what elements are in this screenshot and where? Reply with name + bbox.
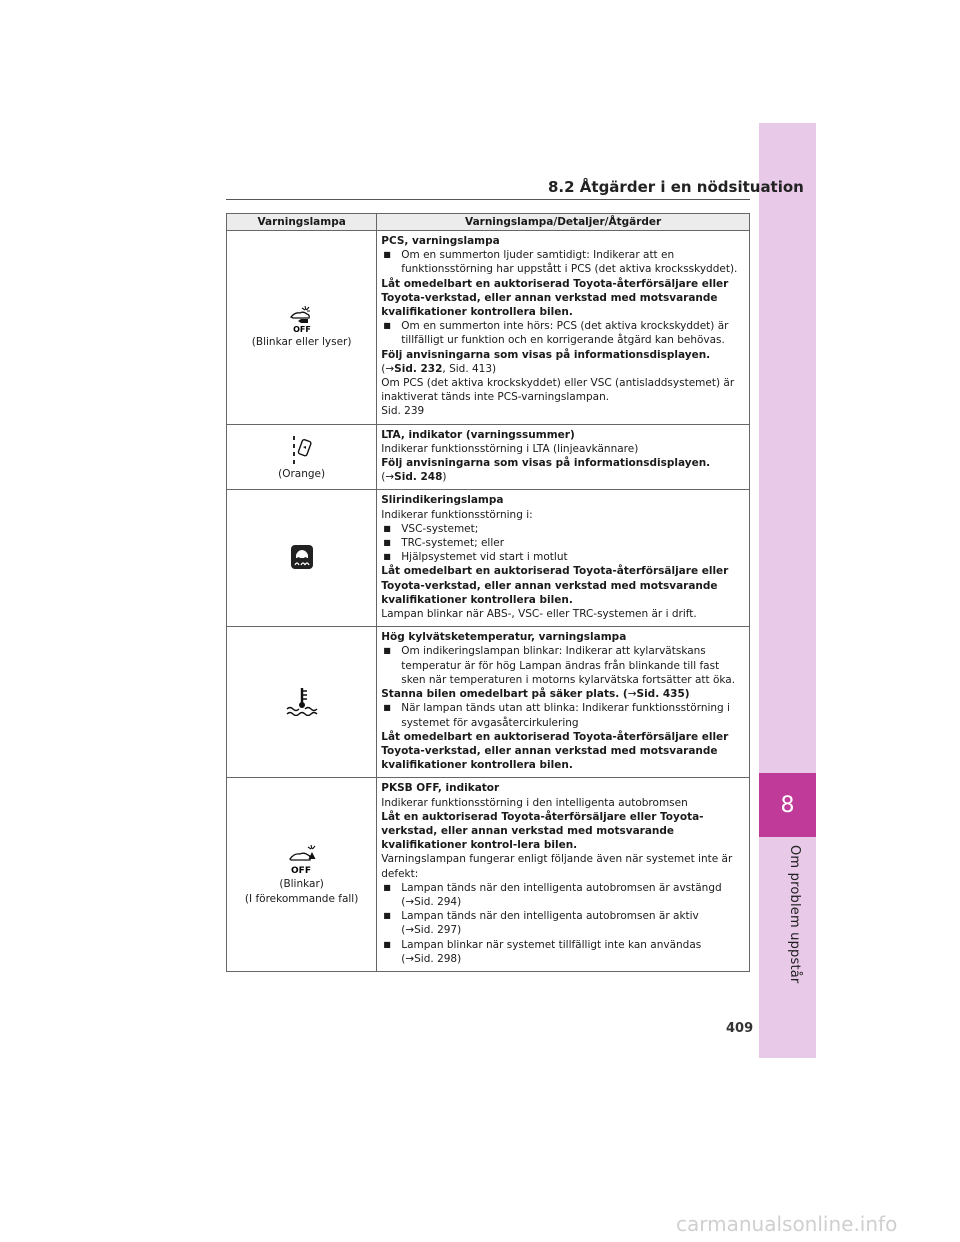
table-row	[227, 490, 750, 627]
details-cell	[377, 778, 750, 972]
bullet-item: ■ TRC-systemet; eller	[381, 536, 745, 550]
table-row	[227, 231, 750, 425]
column-header-details: Varningslampa/Detaljer/Åtgärder	[377, 214, 750, 231]
bullet-item: ■ Om indikeringslampan blinkar: Indikerar att kylarvätskans temperatur är för hög Lampan ändras från blinkande till fast sken när temperaturen i motorns kylarvätska fortsätter att öka.	[381, 644, 745, 687]
chapter-number: 8	[759, 773, 816, 837]
table-row	[227, 778, 750, 972]
bullet-item: ■ Hjälpsystemet vid start i motlut	[381, 550, 745, 564]
lamp-cell	[227, 490, 377, 627]
lamp-cell	[227, 627, 377, 778]
chapter-label: Om problem uppstår	[787, 845, 802, 984]
page-link[interactable]: Sid. 248	[394, 471, 443, 484]
details-cell	[377, 424, 750, 490]
pcs-off-icon	[231, 305, 372, 333]
bullet-item: ■ Lampan tänds när den intelligenta autobromsen är avstängd (→Sid. 294)	[381, 881, 745, 909]
instruction-text: Låt omedelbart en auktoriserad Toyota-återförsäljare eller Toyota-verkstad, eller annan verkstad med motsvarande kvalifikationer kontrollera bilen.	[381, 277, 729, 319]
table-header-row	[227, 214, 750, 231]
body-text: Lampan blinkar när ABS-, VSC- eller TRC-systemen är i drift.	[381, 608, 697, 621]
page-link[interactable]: (→Sid. 298)	[401, 952, 462, 965]
body-text: Indikerar funktionsstörning i den intelligenta autobromsen	[381, 796, 688, 809]
page-number: 409	[726, 1021, 754, 1036]
section-title: 8.2 Åtgärder i en nödsituation	[548, 178, 804, 196]
page-reference: (→Sid. 248)	[381, 471, 447, 484]
watermark: carmanualsonline.info	[676, 1212, 898, 1236]
body-text: Indikerar funktionsstörning i:	[381, 508, 533, 521]
body-text: Om PCS (det aktiva krockskyddet) eller VSC (antisladdsystemet) är inaktiverat tänds inte PCS-varningslampan.	[381, 377, 735, 404]
lamp-title: Hög kylvätsketemperatur, varningslampa	[381, 631, 627, 644]
page-link[interactable]: (→Sid. 294)	[401, 895, 462, 908]
bullet-item: ■ Om en summerton inte hörs: PCS (det aktiva krockskyddet) är tillfälligt ur funktion och en korrigerande åtgärd kan behövas.	[381, 319, 745, 347]
instruction-text: Följ anvisningarna som visas på informationsdisplayen.	[381, 457, 711, 470]
lamp-title: PKSB OFF, indikator	[381, 782, 500, 795]
lamp-cell	[227, 424, 377, 490]
instruction-text: Låt omedelbart en auktoriserad Toyota-återförsäljare eller Toyota-verkstad, eller annan verkstad med motsvarande kvalifikationer kontrollera bilen.	[381, 565, 729, 606]
lamp-caption: (Blinkar eller lyser)	[251, 336, 352, 349]
instruction-text: Följ anvisningarna som visas på informationsdisplayen.	[381, 348, 711, 361]
body-text: Sid. 239	[381, 405, 425, 418]
details-cell	[377, 627, 750, 778]
body-text: Varningslampan fungerar enligt följande även när systemet inte är defekt:	[381, 853, 733, 880]
page-link[interactable]: (→Sid. 297)	[401, 924, 462, 937]
instruction-text: Stanna bilen omedelbart på säker plats. (→Sid. 435)	[381, 688, 690, 701]
body-text: Indikerar funktionsstörning i LTA (linjeavkännare)	[381, 442, 639, 455]
page-link[interactable]: Sid. 435	[636, 688, 685, 701]
warning-lamp-table	[226, 213, 750, 972]
coolant-temperature-icon	[231, 686, 372, 716]
lamp-title: LTA, indikator (varningssummer)	[381, 428, 575, 441]
lamp-title: Slirindikeringslampa	[381, 494, 504, 507]
pksb-off-icon	[231, 843, 372, 875]
lamp-title: PCS, varningslampa	[381, 235, 500, 247]
section-rule	[226, 199, 750, 200]
lamp-caption: (Orange)	[278, 467, 326, 480]
page-link[interactable]: Sid. 232	[394, 362, 443, 375]
lamp-cell	[227, 778, 377, 972]
page-reference: (→Sid. 232, Sid. 413)	[381, 362, 497, 375]
details-cell	[377, 490, 750, 627]
bullet-item: ■ Om en summerton ljuder samtidigt: Indikerar att en funktionsstörning har uppstått i PCS (det aktiva krocksskyddet).	[381, 248, 745, 276]
pksb-off-icon-text: OFF	[290, 866, 311, 876]
slip-indicator-icon	[231, 544, 372, 570]
bullet-item: ■ Lampan tänds när den intelligenta autobromsen är aktiv (→Sid. 297)	[381, 909, 745, 937]
instruction-text: Låt en auktoriserad Toyota-återförsäljare eller Toyota-verkstad, eller annan verkstad med motsvarande kvalifikationer kontrol-lera bilen.	[381, 810, 704, 852]
table-row	[227, 424, 750, 490]
column-header-lamp: Varningslampa	[227, 214, 377, 231]
lta-icon	[231, 433, 372, 465]
table-row	[227, 627, 750, 778]
bullet-item: ■ Lampan blinkar när systemet tillfälligt inte kan användas (→Sid. 298)	[381, 938, 745, 966]
lamp-cell	[227, 231, 377, 425]
pcs-off-icon-text: OFF	[292, 325, 311, 334]
details-cell	[377, 231, 750, 425]
bullet-item: ■ När lampan tänds utan att blinka: Indikerar funktionsstörning i systemet för avgasåtercirkulering	[381, 701, 745, 729]
lamp-caption: (I förekommande fall)	[244, 892, 359, 905]
lamp-caption: (Blinkar)	[279, 878, 324, 891]
bullet-item: ■ VSC-systemet;	[381, 522, 745, 536]
instruction-text: Låt omedelbart en auktoriserad Toyota-återförsäljare eller Toyota-verkstad, eller annan verkstad med motsvarande kvalifikationer kontrollera bilen.	[381, 730, 729, 772]
